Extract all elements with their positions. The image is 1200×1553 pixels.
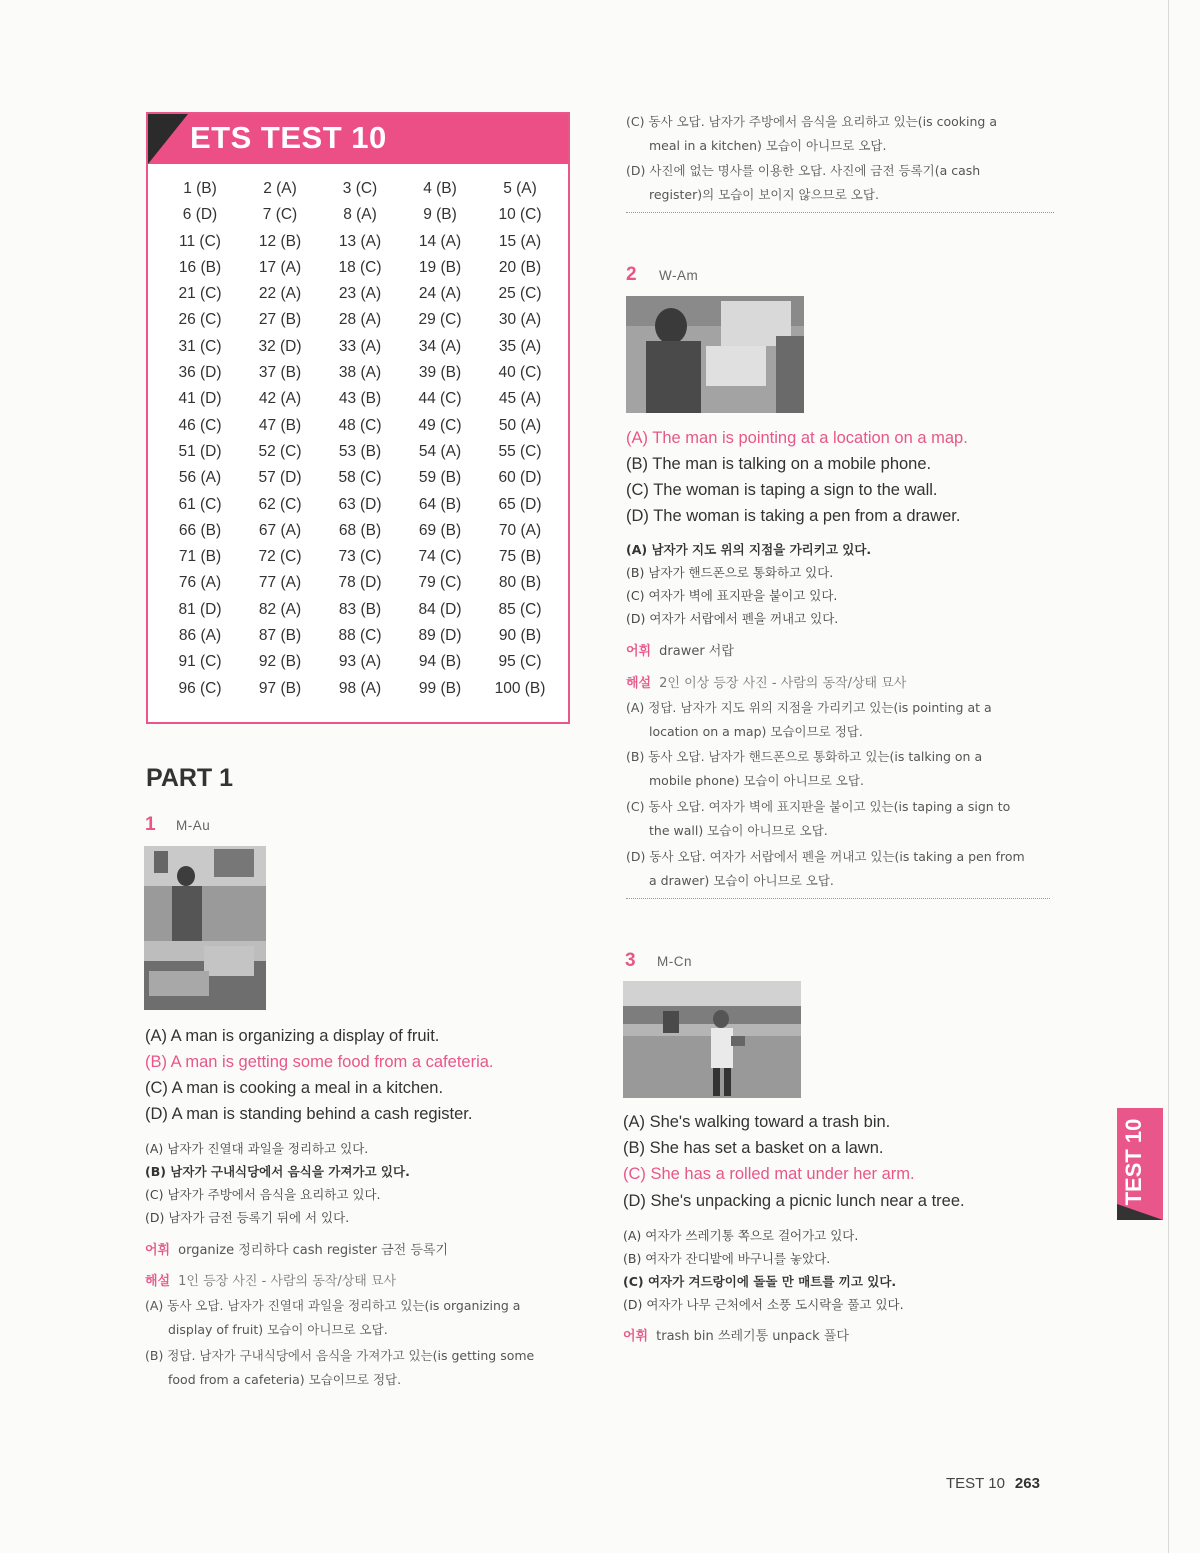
q1-explanation-b xyxy=(145,1344,534,1392)
answer-key-cell: 35 (A) xyxy=(498,337,542,355)
explanation-line: (A) 정답. 남자가 지도 위의 지점을 가리키고 있는(is pointing at a xyxy=(626,700,992,715)
answer-key-cell: 38 (A) xyxy=(338,364,382,382)
question-2-photo xyxy=(626,296,804,413)
answer-key-row xyxy=(160,417,560,443)
answer-key-cell: 62 (C) xyxy=(258,495,302,513)
answer-key-cell: 74 (C) xyxy=(418,548,462,566)
answer-key-cell: 34 (A) xyxy=(418,337,462,355)
question-voice: M-Au xyxy=(176,818,211,833)
answer-key-cell: 71 (B) xyxy=(178,548,222,566)
question-3-photo xyxy=(623,981,801,1098)
answer-key-cell: 84 (D) xyxy=(418,600,462,618)
answer-key-row xyxy=(160,285,560,311)
q3-korean-c: (C) 여자가 겨드랑이에 돌돌 만 매트를 끼고 있다. xyxy=(623,1274,897,1289)
q1-vocabulary xyxy=(145,1239,448,1258)
answer-key-cell: 44 (C) xyxy=(418,390,462,408)
answer-key-row xyxy=(160,233,560,259)
page-edge-line xyxy=(1168,0,1169,1553)
q3-korean-a: (A) 여자가 쓰레기통 쪽으로 걸어가고 있다. xyxy=(623,1228,859,1243)
answer-key-cell: 2 (A) xyxy=(263,180,297,197)
q1-explanation-a xyxy=(145,1294,520,1342)
explanation-line: mobile phone) 모습이 아니므로 오답. xyxy=(649,773,864,788)
answer-key-cell: 93 (A) xyxy=(338,653,382,671)
question-voice: W-Am xyxy=(659,268,699,283)
answer-key-cell: 43 (B) xyxy=(338,390,382,408)
answer-key-cell: 73 (C) xyxy=(338,548,382,566)
q2-korean-b: (B) 남자가 핸드폰으로 통화하고 있다. xyxy=(626,565,834,580)
answer-key-cell: 58 (C) xyxy=(338,469,382,487)
answer-key-cell: 95 (C) xyxy=(498,653,542,671)
explanation-line: register)의 모습이 보이지 않으므로 오답. xyxy=(649,187,879,202)
answer-key-row xyxy=(160,653,560,679)
answer-key-cell: 69 (B) xyxy=(418,521,462,539)
answer-key-cell: 12 (B) xyxy=(258,232,302,250)
explanation-title: 2인 이상 등장 사진 - 사람의 동작/상태 묘사 xyxy=(659,676,907,691)
answer-key-cell: 37 (B) xyxy=(258,364,302,382)
vocab-tag: 어휘 xyxy=(623,1329,649,1344)
answer-key-row xyxy=(160,601,560,627)
q1-option-b-correct: (B) A man is getting some food from a cafeteria. xyxy=(145,1053,494,1071)
explanation-line: the wall) 모습이 아니므로 오답. xyxy=(649,823,828,838)
explanation-line: location on a map) 모습이므로 정답. xyxy=(649,724,863,739)
answer-key-cell: 63 (D) xyxy=(338,495,382,513)
answer-key-box xyxy=(146,112,570,724)
answer-key-cell: 48 (C) xyxy=(338,416,382,434)
answer-key-cell: 32 (D) xyxy=(258,337,302,355)
answer-key-cell: 23 (A) xyxy=(338,285,382,303)
answer-key-cell: 36 (D) xyxy=(178,364,222,382)
answer-key-cell: 15 (A) xyxy=(498,232,542,250)
answer-key-cell: 41 (D) xyxy=(178,390,222,408)
vocab-text: trash bin 쓰레기통 unpack 풀다 xyxy=(656,1329,849,1344)
answer-key-cell: 75 (B) xyxy=(498,548,542,566)
answer-key-cell: 66 (B) xyxy=(178,521,222,539)
question-1-photo xyxy=(144,846,266,1010)
answer-key-cell: 88 (C) xyxy=(338,627,382,645)
q3-vocabulary xyxy=(623,1325,849,1344)
answer-key-cell: 100 (B) xyxy=(494,679,546,697)
answer-key-cell: 28 (A) xyxy=(338,311,382,329)
answer-key-cell: 65 (D) xyxy=(498,495,542,513)
explanation-line: (D) 동사 오답. 여자가 서랍에서 펜을 꺼내고 있는(is taking a pen from xyxy=(626,849,1025,864)
q1-explanation-heading xyxy=(145,1270,396,1289)
answer-key-cell: 26 (C) xyxy=(178,311,222,329)
answer-key-cell: 20 (B) xyxy=(498,258,542,276)
explanation-line: (B) 동사 오답. 남자가 핸드폰으로 통화하고 있는(is talking on a xyxy=(626,749,983,764)
answer-key-row xyxy=(160,364,560,390)
q2-explanation-a xyxy=(626,696,992,744)
q3-option-c-correct: (C) She has a rolled mat under her arm. xyxy=(623,1165,915,1183)
answer-key-cell: 17 (A) xyxy=(258,258,302,276)
answer-key-cell: 60 (D) xyxy=(498,469,542,487)
answer-key-cell: 14 (A) xyxy=(418,232,462,250)
q2-vocabulary xyxy=(626,640,734,659)
answer-key-cell: 59 (B) xyxy=(418,469,462,487)
answer-key-header xyxy=(148,114,568,164)
answer-key-cell: 22 (A) xyxy=(258,285,302,303)
answer-key-cell: 90 (B) xyxy=(498,627,542,645)
answer-key-cell: 27 (B) xyxy=(258,311,302,329)
q2-korean-c: (C) 여자가 벽에 표지판을 붙이고 있다. xyxy=(626,588,838,603)
answer-key-cell: 96 (C) xyxy=(178,679,222,697)
answer-key-cell: 99 (B) xyxy=(418,679,462,697)
q2-explanation-heading xyxy=(626,672,906,691)
answer-key-row xyxy=(160,469,560,495)
question-number: 3 xyxy=(625,950,636,971)
answer-key-cell: 86 (A) xyxy=(178,627,222,645)
answer-key-cell: 80 (B) xyxy=(498,574,542,592)
answer-key-cell: 3 (C) xyxy=(342,180,378,197)
answer-key-row xyxy=(160,548,560,574)
answer-key-cell: 52 (C) xyxy=(258,442,302,460)
q2-option-d: (D) The woman is taking a pen from a drawer. xyxy=(626,507,961,525)
answer-key-cell: 89 (D) xyxy=(418,627,462,645)
answer-key-cell: 68 (B) xyxy=(338,521,382,539)
answer-key-cell: 46 (C) xyxy=(178,416,222,434)
answer-key-cell: 91 (C) xyxy=(178,653,222,671)
answer-key-row xyxy=(160,443,560,469)
q3-korean-b: (B) 여자가 잔디밭에 바구니를 놓았다. xyxy=(623,1251,831,1266)
part-title: PART 1 xyxy=(146,764,234,792)
vocab-text: organize 정리하다 cash register 금전 등록기 xyxy=(178,1243,449,1258)
answer-key-cell: 83 (B) xyxy=(338,600,382,618)
answer-key-cell: 30 (A) xyxy=(498,311,542,329)
answer-key-cell: 18 (C) xyxy=(338,258,382,276)
q2-explanation-d xyxy=(626,845,1025,893)
q1-explanation-c xyxy=(626,110,997,158)
footer-label: TEST 10 xyxy=(946,1475,1005,1492)
answer-key-cell: 25 (C) xyxy=(498,285,542,303)
answer-key-cell: 50 (A) xyxy=(498,416,542,434)
q1-option-d: (D) A man is standing behind a cash register. xyxy=(145,1105,473,1123)
explanation-line: (C) 동사 오답. 여자가 벽에 표지판을 붙이고 있는(is taping a sign to xyxy=(626,799,1011,814)
answer-key-cell: 40 (C) xyxy=(498,364,542,382)
vocab-tag: 어휘 xyxy=(626,644,652,659)
explanation-title: 1인 등장 사진 - 사람의 동작/상태 묘사 xyxy=(178,1274,397,1289)
q2-explanation-b xyxy=(626,745,982,793)
explanation-line: display of fruit) 모습이 아니므로 오답. xyxy=(168,1322,388,1337)
answer-key-cell: 33 (A) xyxy=(338,337,382,355)
answer-key-cell: 6 (D) xyxy=(182,206,218,224)
answer-key-cell: 87 (B) xyxy=(258,627,302,645)
answer-key-cell: 51 (D) xyxy=(178,442,222,460)
answer-key-cell: 79 (C) xyxy=(418,574,462,592)
q1-korean-d: (D) 남자가 금전 등록기 뒤에 서 있다. xyxy=(145,1210,350,1225)
answer-key-cell: 72 (C) xyxy=(258,548,302,566)
answer-key-cell: 85 (C) xyxy=(498,600,542,618)
side-tab-corner xyxy=(1117,1204,1163,1220)
answer-key-cell: 47 (B) xyxy=(258,416,302,434)
answer-key-cell: 49 (C) xyxy=(418,416,462,434)
answer-key-cell: 67 (A) xyxy=(258,521,302,539)
answer-key-cell: 11 (C) xyxy=(179,232,221,250)
answer-key-cell: 97 (B) xyxy=(258,679,302,697)
question-number: 2 xyxy=(626,264,637,285)
answer-key-row xyxy=(160,206,560,232)
explanation-line: (C) 동사 오답. 남자가 주방에서 음식을 요리하고 있는(is cooking a xyxy=(626,114,997,129)
page-footer xyxy=(946,1475,1040,1492)
answer-key-cell: 19 (B) xyxy=(418,258,462,276)
q2-option-a-correct: (A) The man is pointing at a location on a map. xyxy=(626,429,968,447)
explanation-line: food from a cafeteria) 모습이므로 정답. xyxy=(168,1372,402,1387)
explanation-line: (B) 정답. 남자가 구내식당에서 음식을 가져가고 있는(is getting some xyxy=(145,1348,535,1363)
answer-key-cell: 5 (A) xyxy=(503,180,537,197)
answer-key-row xyxy=(160,496,560,522)
answer-key-row xyxy=(160,338,560,364)
answer-key-cell: 1 (B) xyxy=(183,180,217,197)
q1-korean-a: (A) 남자가 진열대 과일을 정리하고 있다. xyxy=(145,1141,369,1156)
answer-key-cell: 53 (B) xyxy=(338,442,382,460)
answer-key-cell: 98 (A) xyxy=(338,679,382,697)
answer-key-row xyxy=(160,259,560,285)
q1-option-c: (C) A man is cooking a meal in a kitchen. xyxy=(145,1079,444,1097)
answer-key-cell: 42 (A) xyxy=(258,390,302,408)
answer-key-row xyxy=(160,311,560,337)
q1-korean-c: (C) 남자가 주방에서 음식을 요리하고 있다. xyxy=(145,1187,381,1202)
answer-key-cell: 45 (A) xyxy=(498,390,542,408)
answer-key-cell: 31 (C) xyxy=(178,337,222,355)
answer-key-row xyxy=(160,627,560,653)
answer-key-cell: 92 (B) xyxy=(258,653,302,671)
answer-key-row xyxy=(160,522,560,548)
answer-key-cell: 77 (A) xyxy=(258,574,302,592)
answer-key-cell: 76 (A) xyxy=(178,574,222,592)
section-divider xyxy=(626,898,1050,899)
explanation-line: a drawer) 모습이 아니므로 오답. xyxy=(649,873,834,888)
explanation-line: (D) 사진에 없는 명사를 이용한 오답. 사진에 금전 등록기(a cash xyxy=(626,163,981,178)
answer-key-cell: 70 (A) xyxy=(498,521,542,539)
q1-explanation-d xyxy=(626,159,980,207)
q1-option-a: (A) A man is organizing a display of fruit. xyxy=(145,1027,440,1045)
vocab-text: drawer 서랍 xyxy=(659,644,734,659)
page-number: 263 xyxy=(1014,1475,1040,1492)
answer-key-cell: 81 (D) xyxy=(178,600,222,618)
explanation-line: meal in a kitchen) 모습이 아니므로 오답. xyxy=(649,138,887,153)
answer-key-row xyxy=(160,680,560,706)
answer-key-cell: 61 (C) xyxy=(178,495,222,513)
question-number: 1 xyxy=(145,814,156,835)
answer-key-cell: 13 (A) xyxy=(338,232,382,250)
header-corner-decoration xyxy=(148,114,188,164)
answer-key-cell: 64 (B) xyxy=(418,495,462,513)
question-voice: M-Cn xyxy=(657,954,692,969)
answer-key-cell: 54 (A) xyxy=(418,442,462,460)
q3-option-d: (D) She's unpacking a picnic lunch near a tree. xyxy=(623,1192,965,1210)
answer-key-cell: 82 (A) xyxy=(258,600,302,618)
answer-key-cell: 9 (B) xyxy=(423,206,457,224)
explanation-tag: 해설 xyxy=(145,1274,171,1289)
answer-key-cell: 57 (D) xyxy=(258,469,302,487)
q3-korean-d: (D) 여자가 나무 근처에서 소풍 도시락을 풀고 있다. xyxy=(623,1297,904,1312)
answer-key-row xyxy=(160,574,560,600)
vocab-tag: 어휘 xyxy=(145,1243,171,1258)
answer-key-cell: 4 (B) xyxy=(423,180,457,197)
section-side-tab xyxy=(1117,1108,1163,1220)
answer-key-cell: 78 (D) xyxy=(338,574,382,592)
q2-option-b: (B) The man is talking on a mobile phone. xyxy=(626,455,932,473)
q3-option-a: (A) She's walking toward a trash bin. xyxy=(623,1113,891,1131)
answer-key-cell: 16 (B) xyxy=(178,258,222,276)
answer-key-cell: 10 (C) xyxy=(498,206,542,224)
q1-korean-b: (B) 남자가 구내식당에서 음식을 가져가고 있다. xyxy=(145,1164,410,1179)
q2-korean-d: (D) 여자가 서랍에서 펜을 꺼내고 있다. xyxy=(626,611,839,626)
explanation-tag: 해설 xyxy=(626,676,652,691)
answer-key-title: ETS TEST 10 xyxy=(190,120,387,155)
q3-option-b: (B) She has set a basket on a lawn. xyxy=(623,1139,884,1157)
answer-key-cell: 7 (C) xyxy=(262,206,298,224)
answer-key-row xyxy=(160,390,560,416)
answer-key-cell: 24 (A) xyxy=(418,285,462,303)
answer-key-cell: 29 (C) xyxy=(418,311,462,329)
answer-key-cell: 21 (C) xyxy=(178,285,222,303)
answer-key-cell: 55 (C) xyxy=(498,442,542,460)
answer-key-cell: 39 (B) xyxy=(418,364,462,382)
answer-key-grid xyxy=(160,180,560,706)
answer-key-cell: 56 (A) xyxy=(178,469,222,487)
answer-key-cell: 94 (B) xyxy=(418,653,462,671)
answer-key-row xyxy=(160,180,560,206)
q2-option-c: (C) The woman is taping a sign to the wall. xyxy=(626,481,938,499)
section-divider xyxy=(626,212,1054,213)
answer-key-cell: 8 (A) xyxy=(343,206,377,224)
explanation-line: (A) 동사 오답. 남자가 진열대 과일을 정리하고 있는(is organizing a xyxy=(145,1298,521,1313)
q2-explanation-c xyxy=(626,795,1010,843)
side-tab-label: TEST 10 xyxy=(1121,1118,1146,1206)
q2-korean-a: (A) 남자가 지도 위의 지점을 가리키고 있다. xyxy=(626,542,872,557)
